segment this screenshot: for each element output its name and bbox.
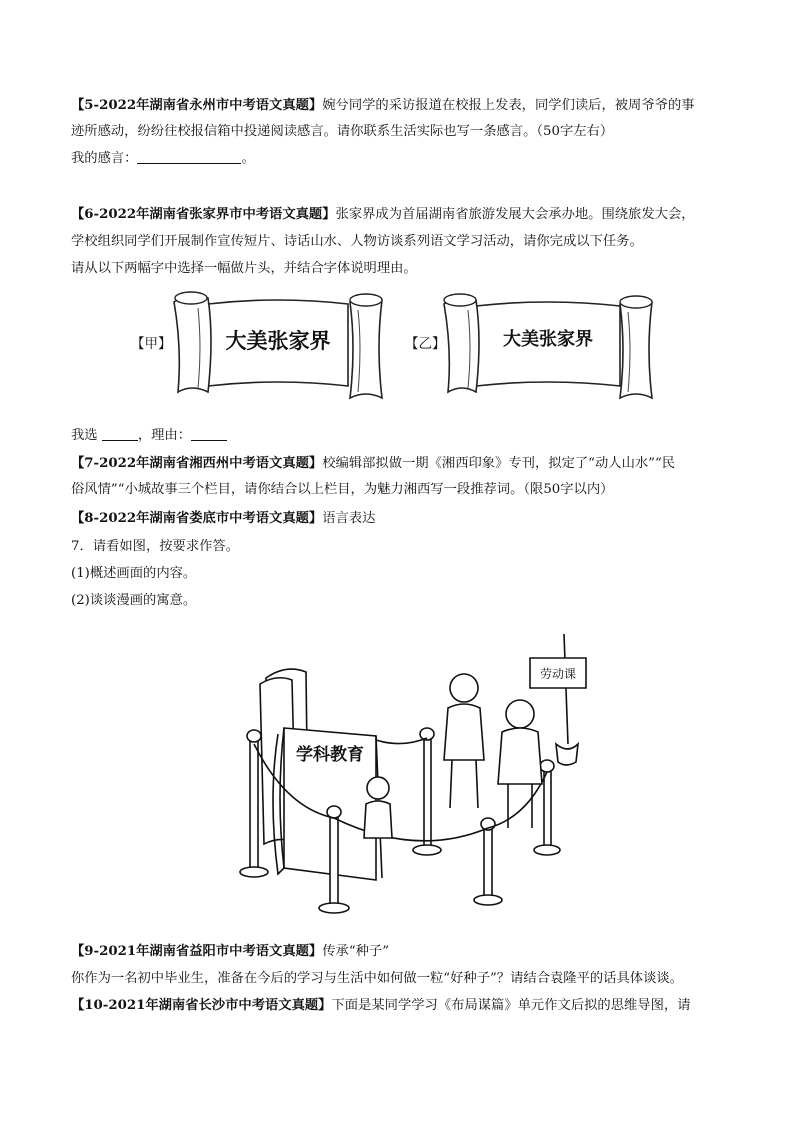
q6-line2: 学校组织同学们开展制作宣传短片、诗话山水、人物访谈系列语文学习活动，请你完成以下任务。 bbox=[71, 234, 643, 249]
scroll-a-image bbox=[168, 288, 390, 408]
q8-line-head bbox=[71, 509, 734, 529]
q7-line2: 俗风情”“小城故事三个栏目，请你结合以上栏目，为魅力湘西写一段推荐词。（限50字以内） bbox=[71, 482, 614, 497]
q6-text: 张家界成为首届湖南省旅游发展大会承办地。围绕旅发大会， bbox=[335, 207, 695, 222]
q7-text: 校编辑部拟做一期《湘西印象》专刊，拟定了“动人山水”“民 bbox=[322, 456, 676, 471]
q5-text: 婉兮同学的采访报道在校报上发表，同学们读后，被周爷爷的事 bbox=[322, 98, 695, 113]
scroll-b-label: 【乙】 bbox=[405, 336, 446, 352]
q5-line1 bbox=[71, 96, 734, 116]
scroll-b-image bbox=[438, 290, 660, 408]
q5-answer-blank[interactable] bbox=[137, 149, 241, 164]
q5-line3 bbox=[71, 149, 734, 169]
q6-line3: 请从以下两幅字中选择一幅做片头，并结合字体说明理由。 bbox=[71, 261, 417, 276]
q7-heading: 【7-2022年湖南省湘西州中考语文真题】 bbox=[71, 456, 323, 471]
q5-answer-suffix: 。 bbox=[241, 151, 255, 166]
q5-heading: 【5-2022年湖南省永州市中考语文真题】 bbox=[71, 98, 323, 113]
q8-line3: (2)谈谈漫画的寓意。 bbox=[71, 593, 197, 608]
q8-line1: 7．请看如图，按要求作答。 bbox=[71, 539, 240, 554]
q6-answer-line bbox=[71, 426, 734, 446]
cartoon-image bbox=[226, 628, 596, 924]
scroll-a-label: 【甲】 bbox=[131, 336, 172, 352]
q7-line1 bbox=[71, 454, 734, 474]
scroll-a-text: 大美张家界 bbox=[225, 328, 331, 353]
q5-answer-prefix: 我的感言： bbox=[71, 151, 138, 166]
cartoon-sign-text: 劳动课 bbox=[539, 667, 577, 681]
q8-line2: (1)概述画面的内容。 bbox=[71, 566, 197, 581]
q6-choice-blank[interactable] bbox=[102, 426, 138, 441]
q6-heading: 【6-2022年湖南省张家界市中考语文真题】 bbox=[71, 207, 336, 222]
q6-answer-prefix: 我选 bbox=[71, 428, 98, 443]
cartoon-book-text: 学科教育 bbox=[296, 745, 364, 765]
q6-answer-mid: ，理由： bbox=[137, 428, 192, 443]
q8-head-rest: 语言表达 bbox=[322, 511, 376, 526]
q10-text: 下面是某同学学习《布局谋篇》单元作文后拟的思维导图，请 bbox=[331, 998, 691, 1013]
scroll-b-text: 大美张家界 bbox=[503, 329, 593, 350]
q9-heading: 【9-2021年湖南省益阳市中考语文真题】 bbox=[71, 944, 323, 959]
q8-heading: 【8-2022年湖南省娄底市中考语文真题】 bbox=[71, 511, 323, 526]
q6-reason-blank[interactable] bbox=[191, 426, 227, 441]
q5-line2: 迹所感动，纷纷往校报信箱中投递阅读感言。请你联系生活实际也写一条感言。（50字左右） bbox=[71, 124, 614, 139]
q9-head-rest: 传承“种子” bbox=[322, 944, 390, 959]
q9-line-head bbox=[71, 942, 734, 962]
q10-line1 bbox=[71, 996, 734, 1016]
q6-line1 bbox=[71, 205, 734, 225]
q10-heading: 【10-2021年湖南省长沙市中考语文真题】 bbox=[71, 998, 332, 1013]
q9-line1: 你作为一名初中毕业生，准备在今后的学习与生活中如何做一粒“好种子”？请结合袁隆平的话具体谈谈。 bbox=[71, 971, 683, 986]
